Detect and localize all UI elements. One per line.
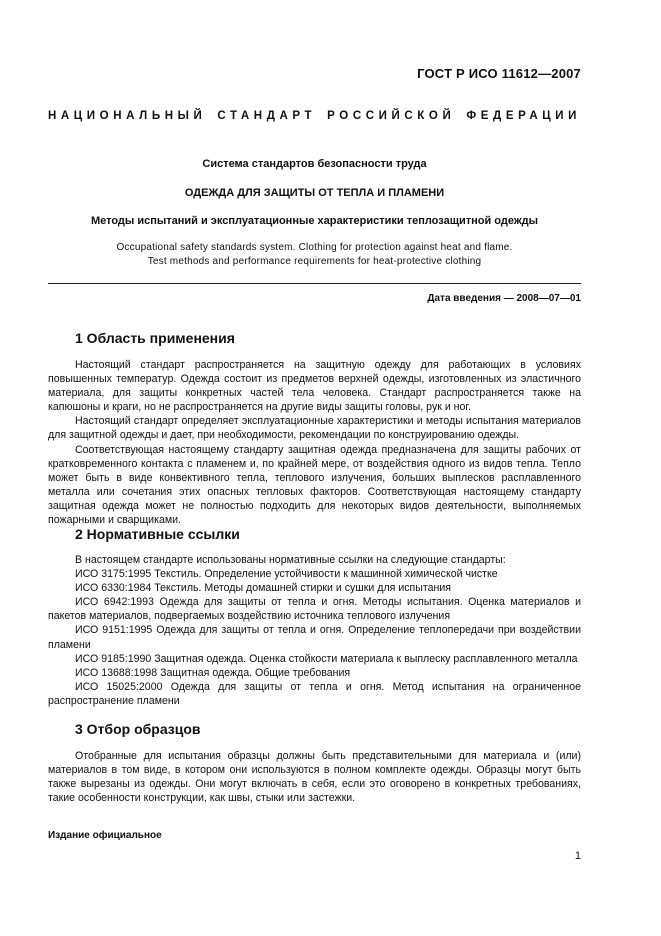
reference-item: ИСО 3175:1995 Текстиль. Определение устойчивости к машинной химической чистке bbox=[75, 568, 498, 581]
section-3-body bbox=[48, 749, 581, 805]
section-2-heading: 2 Нормативные ссылки bbox=[75, 526, 240, 542]
section-3-heading: 3 Отбор образцов bbox=[75, 721, 201, 737]
section-3-paragraph: Отобранные для испытания образцы должны быть представительными для материала и (или) материалов в том виде, в котором они используются в полном комплекте одежды. Образцы могут быть также вырезаны из одежды. Они могут включать в себя, если это оговорено в конкретных требованиях, такие особенности конструкции, как швы, стыки или застежки. bbox=[48, 750, 581, 805]
english-title bbox=[48, 241, 581, 269]
document-code: ГОСТ Р ИСО 11612—2007 bbox=[417, 66, 581, 81]
english-title-line-2: Test methods and performance requirements for heat-protective clothing bbox=[147, 256, 482, 267]
section-1-paragraph: Настоящий стандарт распространяется на защитную одежду для работающих в условиях повышенных температур. Одежда состоит из предметов верхней одежды, изготовленных из эластичного материала, для защиты конкретных частей тела человека. Стандарт распространяется также на капюшоны и краги, но не распространяется на другие виды защиты головы, рук и ног. bbox=[48, 359, 581, 414]
reference-item: ИСО 15025:2000 Одежда для защиты от тепла и огня. Метод испытания на ограниченное распространение пламени bbox=[48, 680, 581, 707]
title-divider bbox=[48, 283, 581, 284]
reference-item: ИСО 9185:1990 Защитная одежда. Оценка стойкости материала к выплеску расплавленного металла bbox=[75, 652, 578, 665]
section-1-heading: 1 Область применения bbox=[75, 330, 235, 346]
reference-item: ИСО 6942:1993 Одежда для защиты от тепла и огня. Методы испытания. Оценка материалов и пакетов материалов, подвергаемых воздействию источника теплового излучения bbox=[48, 596, 581, 623]
national-standard-banner: НАЦИОНАЛЬНЫЙ СТАНДАРТ РОССИЙСКОЙ ФЕДЕРАЦИИ bbox=[48, 110, 581, 122]
section-1-paragraph: Соответствующая настоящему стандарту защитная одежда предназначена для защиты рабочих от кратковременного контакта с пламенем и, по крайней мере, от воздействия одного из видов тепла. Тепло может быть в виде конвективного тепла, теплового излучения, больших выплесков расплавленного металла или сочетания этих опасных тепловых факторов. Соответствующая настоящему стандарту защитная одежда может не полностью подходить для некоторых видов деятельности, выполняемых пожарными и сварщиками. bbox=[48, 443, 581, 527]
references-intro: В настоящем стандарте использованы нормативные ссылки на следующие стандарты: bbox=[75, 554, 506, 566]
section-2-body bbox=[48, 553, 581, 708]
reference-item: ИСО 6330:1984 Текстиль. Методы домашней стирки и сушки для испытания bbox=[75, 582, 452, 595]
introduction-date: Дата введения — 2008—07—01 bbox=[427, 293, 581, 304]
standards-series-title: Система стандартов безопасности труда bbox=[202, 158, 427, 170]
reference-item: ИСО 13688:1998 Защитная одежда. Общие требования bbox=[75, 666, 351, 679]
section-1-paragraph: Настоящий стандарт определяет эксплуатационные характеристики и методы испытания материалов для защитной одежды и дает, при необходимости, рекомендации по конструированию одежды. bbox=[48, 415, 581, 442]
document-subtitle: Методы испытаний и эксплуатационные характеристики теплозащитной одежды bbox=[90, 215, 539, 227]
section-1-body bbox=[48, 358, 581, 527]
official-edition-note: Издание официальное bbox=[48, 830, 162, 841]
reference-item: ИСО 9151:1995 Одежда для защиты от тепла и огня. Определение теплопередачи при воздействии пламени bbox=[48, 624, 581, 651]
page-number: 1 bbox=[574, 850, 581, 862]
document-title: ОДЕЖДА ДЛЯ ЗАЩИТЫ ОТ ТЕПЛА И ПЛАМЕНИ bbox=[184, 187, 445, 199]
english-title-line-1: Occupational safety standards system. Clothing for protection against heat and flame. bbox=[116, 242, 513, 253]
